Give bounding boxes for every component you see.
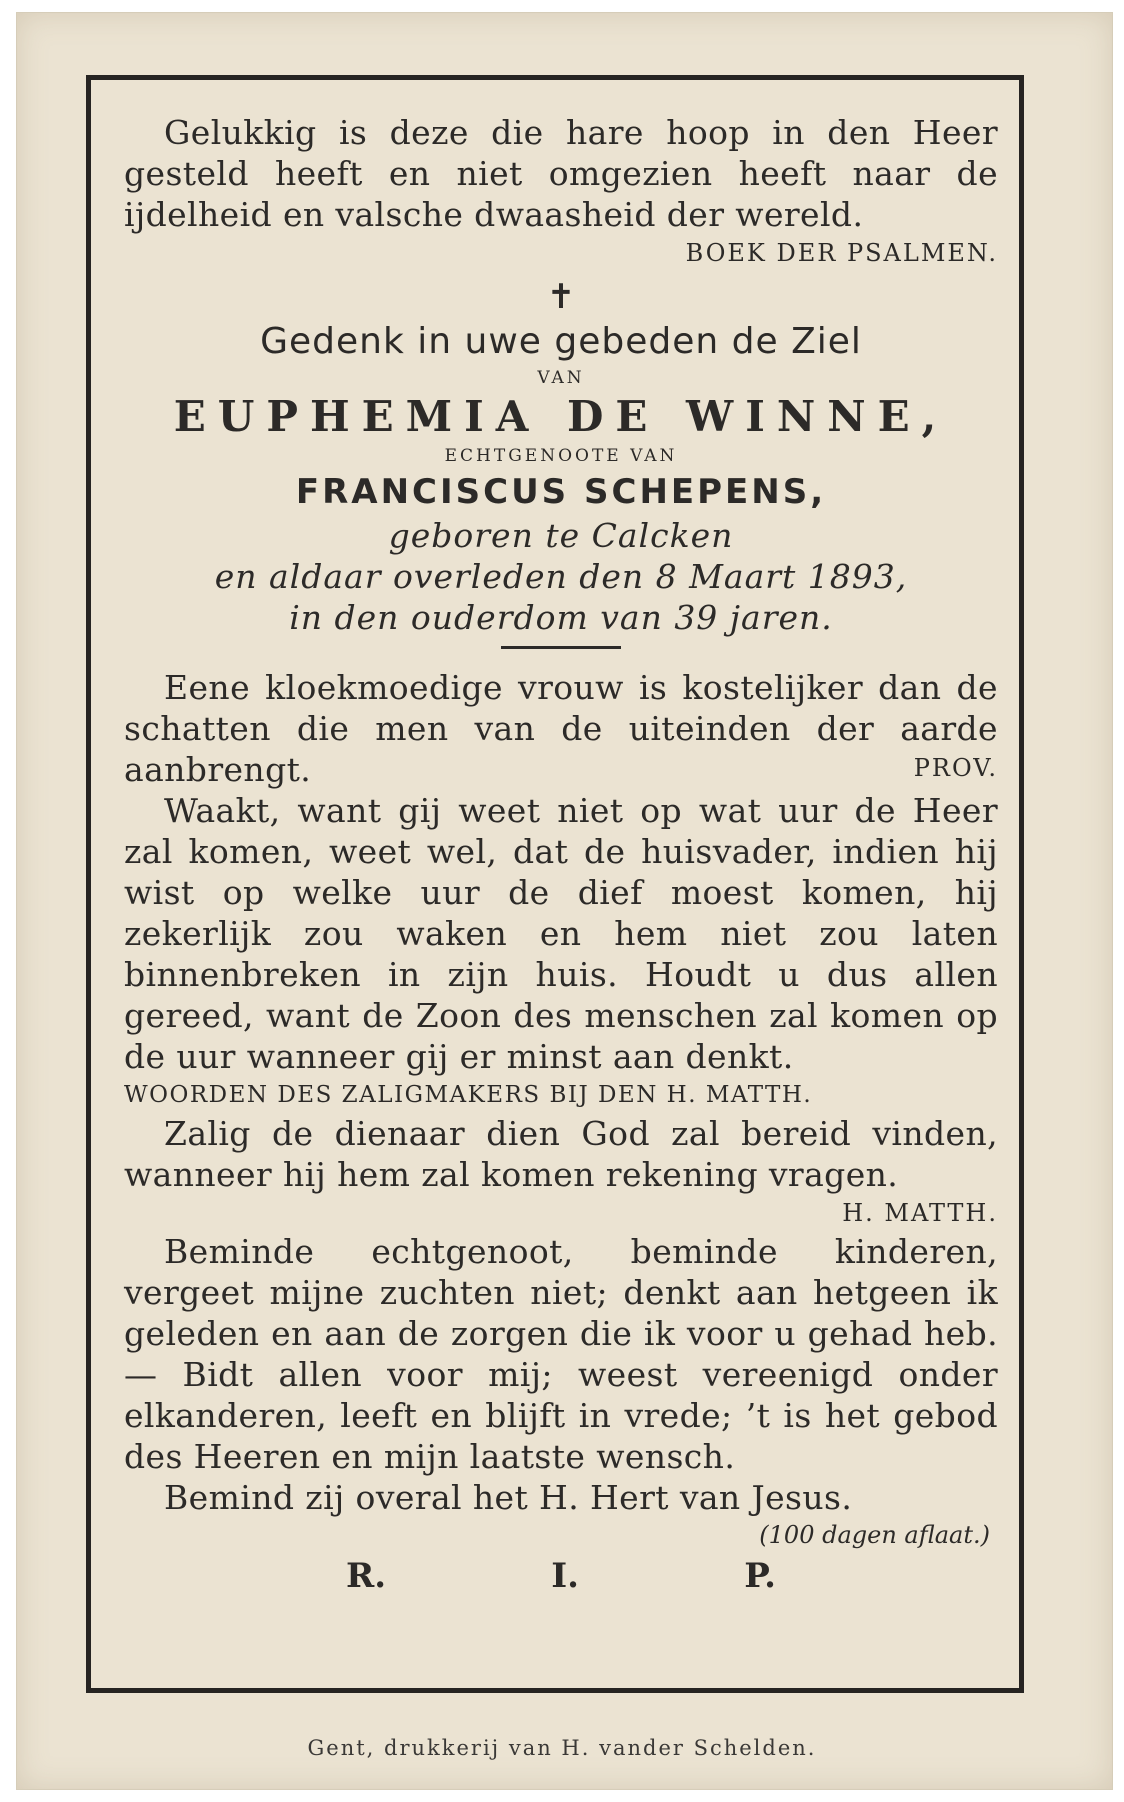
proverbs-quote: Eene kloekmoedige vrouw is kostelijker dan de schatten die men van de uiteinden der aarde aanbrengt. (124, 668, 998, 789)
matthew-quote: Waakt, want gij weet niet op wat uur de Heer zal komen, weet wel, dat de huisvader, indien hij wist op welke uur de dief moest komen, hij zekerlijk zou waken en hem niet zou laten binnenbreken in zijn huis. Houdt u dus allen gereed, want de Zoon des menschen zal komen op de uur wanneer gij er minst aan denkt. (124, 791, 998, 1076)
rip-p: P. (744, 1556, 776, 1596)
died-line: en aldaar overleden den 8 Maart 1893, (214, 557, 908, 596)
gedenk-heading: Gedenk in uwe gebeden de Ziel (260, 321, 862, 362)
psalm-quote: Gelukkig is deze die hare hoop in den Heer gesteld heeft en niet omgezien heeft naar de ijdelheid en valsche dwaasheid der wereld. (124, 113, 998, 234)
cross-icon: ✝ (546, 277, 576, 317)
indulgence-note: (100 dagen aflaat.) (759, 1521, 990, 1549)
prov-source: PROV. (913, 754, 998, 782)
psalm-source: BOEK DER PSALMEN. (685, 239, 998, 267)
deceased-name: EUPHEMIA DE WINNE, (173, 392, 949, 441)
matthew-source: WOORDEN DES ZALIGMAKERS BIJ DEN H. MATTH. (124, 1082, 813, 1108)
zalig-quote: Zalig de dienaar dien God zal bereid vinden, wanneer hij hem zal komen rekening vragen. (124, 1114, 998, 1194)
van-label: VAN (537, 368, 585, 388)
rip-letters (346, 1554, 776, 1598)
printer-imprint: Gent, drukkerij van H. vander Schelden. (307, 1736, 817, 1760)
spouse-name: FRANCISCUS SCHEPENS, (295, 472, 827, 512)
farewell-text: Beminde echtgenoot, beminde kinderen, vergeet mijne zuchten niet; denkt aan hetgeen ik geleden en aan de zorgen die ik voor u gehad heb. — Bidt allen voor mij; weest vereenigd onder elkanderen, leeft en blijft in vrede; ’t is het gebod des Heeren en mijn laatste wensch. (124, 1232, 998, 1476)
rip-r: R. (346, 1556, 387, 1596)
card-content (124, 112, 998, 1598)
echtgenoote-label: ECHTGENOOTE VAN (444, 446, 678, 466)
rip-i: I. (551, 1556, 580, 1596)
born-line: geboren te Calcken (388, 516, 734, 555)
age-line: in den ouderdom van 39 jaren. (289, 598, 833, 637)
zalig-source: H. MATTH. (842, 1199, 998, 1227)
divider-rule (501, 646, 621, 649)
sacred-heart-line: Bemind zij overal het H. Hert van Jesus. (164, 1478, 853, 1517)
